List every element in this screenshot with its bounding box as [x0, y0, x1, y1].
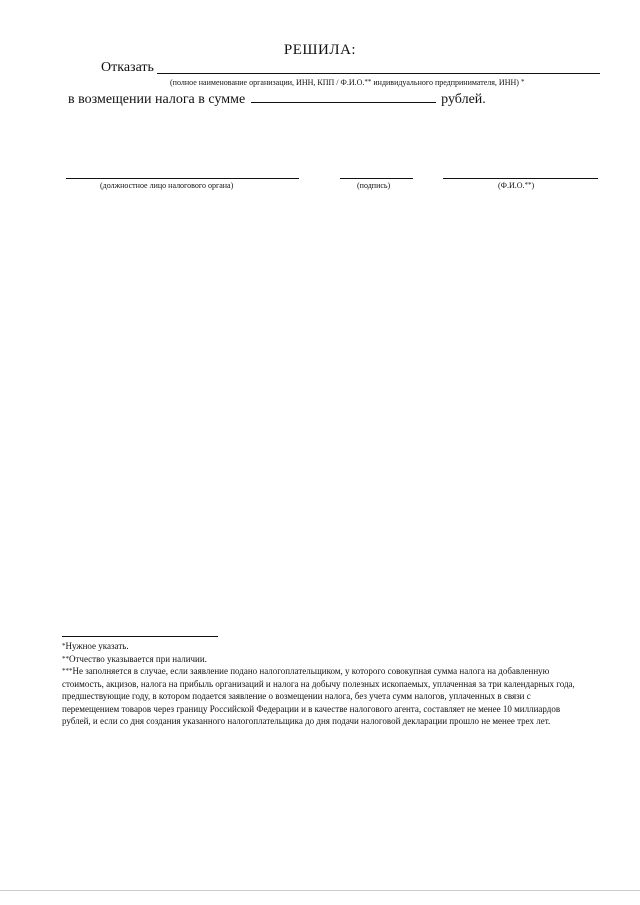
fio-caption: (Ф.И.О.**)	[498, 181, 535, 190]
official-caption: (должностное лицо налогового органа)	[100, 181, 234, 190]
footnote-separator	[62, 636, 218, 637]
refuse-label: Отказать	[101, 60, 154, 75]
amount-prefix: в возмещении налога в сумме	[68, 92, 246, 107]
amount-field[interactable]	[251, 90, 436, 103]
signature-line[interactable]	[340, 178, 413, 179]
page-bottom-edge	[0, 890, 640, 891]
footnotes	[62, 640, 582, 728]
amount-row	[68, 90, 486, 108]
official-line[interactable]	[66, 178, 299, 179]
amount-suffix: рублей.	[441, 92, 486, 107]
footnote: ***Не заполняется в случае, если заявление подано налогоплательщиком, у которого совокупная сумма налога на добавленную стоимость, акцизов, налога на прибыль организаций и налога на добычу полезных ископаемых, уплаченная за три календарных года, предшествующие году, в котором подается заявление о возмещении налога, без учета сумм налогов, уплаченных в связи с перемещением товаров через границу Российской Федерации и в качестве налогового агента, составляет не менее 10 миллиардов рублей, и если со дня создания указанного налогоплательщика до дня подачи налоговой декларации прошло не менее трех лет.	[62, 666, 575, 726]
document-heading: РЕШИЛА:	[283, 42, 357, 58]
footnote: *Нужное указать.	[62, 641, 129, 651]
organization-name-field[interactable]	[157, 73, 600, 74]
fio-line[interactable]	[443, 178, 598, 179]
signature-caption: (подпись)	[357, 181, 391, 190]
footnote: **Отчество указывается при наличии.	[62, 653, 207, 664]
organization-field-hint: (полное наименование организации, ИНН, КПП / Ф.И.О.** индивидуального предпринимателя, ИНН) *	[170, 78, 525, 87]
